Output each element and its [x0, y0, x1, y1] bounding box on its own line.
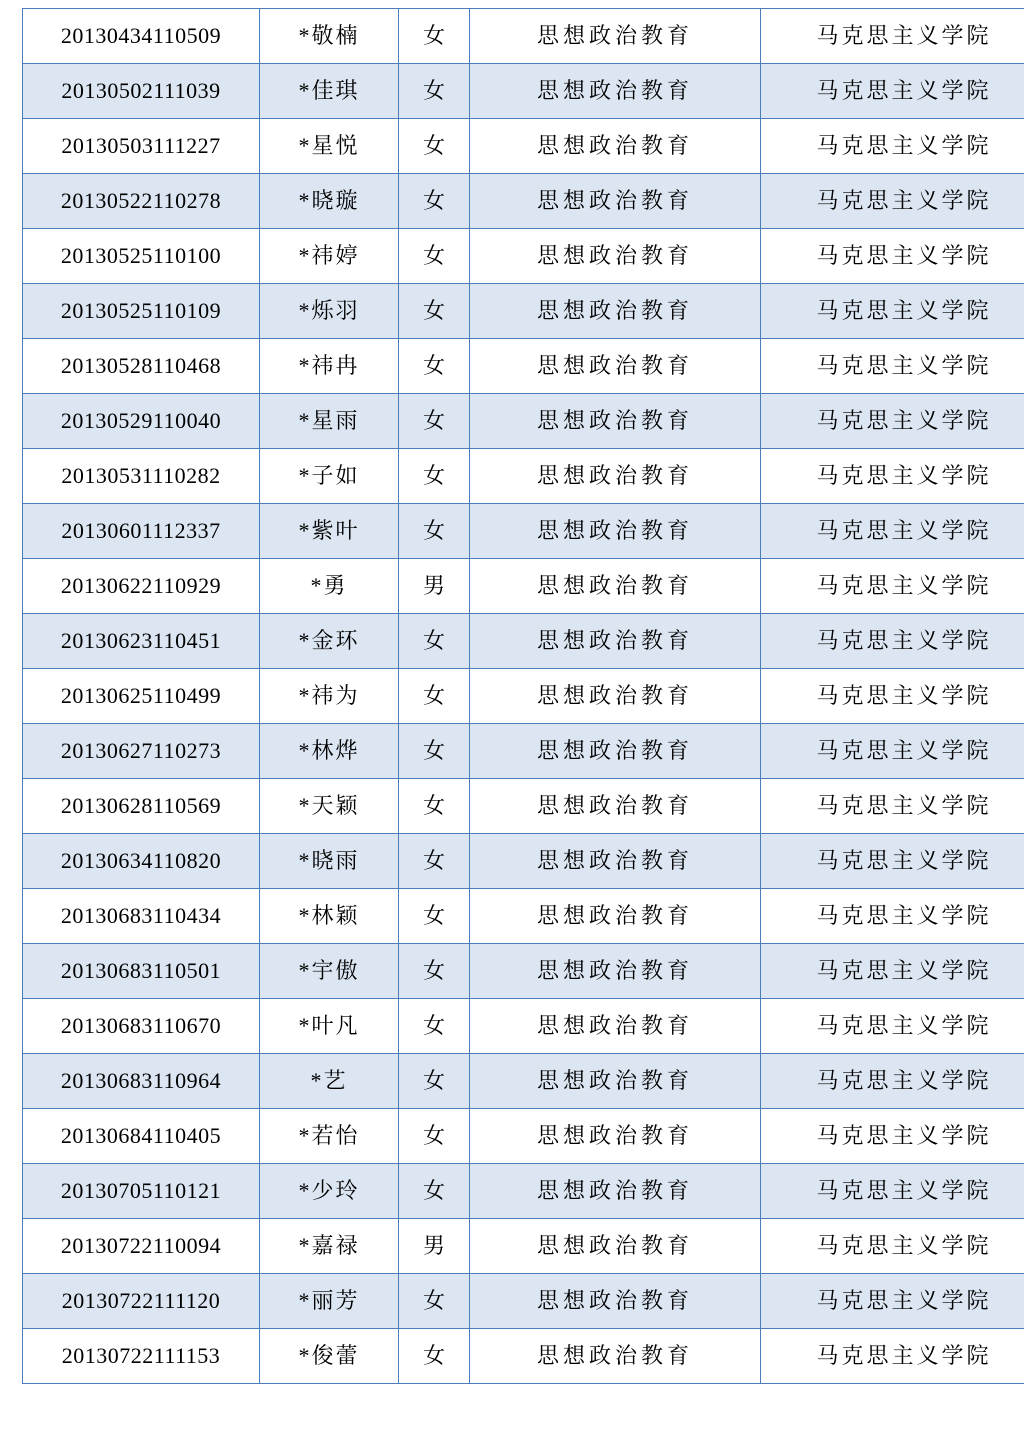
cell-gender: 女	[399, 1164, 470, 1219]
cell-major: 思想政治教育	[470, 1054, 761, 1109]
cell-major: 思想政治教育	[470, 1109, 761, 1164]
cell-gender: 女	[399, 449, 470, 504]
table-row	[23, 174, 1024, 229]
cell-major: 思想政治教育	[470, 834, 761, 889]
table-row	[23, 504, 1024, 559]
cell-college: 马克思主义学院	[761, 229, 1024, 284]
cell-name: *子如	[260, 449, 399, 504]
table-row	[23, 669, 1024, 724]
cell-major: 思想政治教育	[470, 724, 761, 779]
cell-gender: 女	[399, 174, 470, 229]
cell-name: *敬楠	[260, 9, 399, 64]
cell-name: *祎为	[260, 669, 399, 724]
cell-college: 马克思主义学院	[761, 944, 1024, 999]
cell-gender: 女	[399, 889, 470, 944]
cell-gender: 女	[399, 119, 470, 174]
cell-college: 马克思主义学院	[761, 394, 1024, 449]
table-row	[23, 449, 1024, 504]
cell-student-id: 20130628110569	[23, 779, 260, 834]
cell-gender: 女	[399, 834, 470, 889]
cell-gender: 女	[399, 669, 470, 724]
cell-major: 思想政治教育	[470, 339, 761, 394]
cell-college: 马克思主义学院	[761, 9, 1024, 64]
cell-name: *宇傲	[260, 944, 399, 999]
cell-major: 思想政治教育	[470, 504, 761, 559]
cell-student-id: 20130525110100	[23, 229, 260, 284]
cell-college: 马克思主义学院	[761, 1219, 1024, 1274]
cell-major: 思想政治教育	[470, 669, 761, 724]
cell-college: 马克思主义学院	[761, 1274, 1024, 1329]
cell-major: 思想政治教育	[470, 64, 761, 119]
cell-student-id: 20130502111039	[23, 64, 260, 119]
cell-name: *嘉禄	[260, 1219, 399, 1274]
cell-gender: 女	[399, 779, 470, 834]
cell-name: *紫叶	[260, 504, 399, 559]
cell-name: *金环	[260, 614, 399, 669]
table-row	[23, 1109, 1024, 1164]
cell-major: 思想政治教育	[470, 9, 761, 64]
cell-college: 马克思主义学院	[761, 119, 1024, 174]
cell-major: 思想政治教育	[470, 944, 761, 999]
cell-gender: 女	[399, 1054, 470, 1109]
cell-name: *星雨	[260, 394, 399, 449]
cell-gender: 男	[399, 1219, 470, 1274]
cell-college: 马克思主义学院	[761, 889, 1024, 944]
table-body	[23, 9, 1024, 1384]
cell-gender: 女	[399, 229, 470, 284]
table-row	[23, 559, 1024, 614]
cell-name: *晓璇	[260, 174, 399, 229]
cell-student-id: 20130503111227	[23, 119, 260, 174]
table-row	[23, 284, 1024, 339]
cell-gender: 女	[399, 64, 470, 119]
cell-student-id: 20130683110434	[23, 889, 260, 944]
cell-student-id: 20130683110964	[23, 1054, 260, 1109]
cell-student-id: 20130522110278	[23, 174, 260, 229]
table-row	[23, 614, 1024, 669]
table-row	[23, 1329, 1024, 1384]
cell-major: 思想政治教育	[470, 779, 761, 834]
cell-name: *佳琪	[260, 64, 399, 119]
cell-gender: 男	[399, 559, 470, 614]
cell-student-id: 20130525110109	[23, 284, 260, 339]
cell-major: 思想政治教育	[470, 889, 761, 944]
cell-student-id: 20130722111120	[23, 1274, 260, 1329]
cell-major: 思想政治教育	[470, 1219, 761, 1274]
cell-major: 思想政治教育	[470, 1329, 761, 1384]
cell-gender: 女	[399, 944, 470, 999]
cell-name: *若怡	[260, 1109, 399, 1164]
cell-major: 思想政治教育	[470, 559, 761, 614]
cell-student-id: 20130531110282	[23, 449, 260, 504]
cell-college: 马克思主义学院	[761, 1054, 1024, 1109]
table-row	[23, 339, 1024, 394]
cell-gender: 女	[399, 504, 470, 559]
cell-college: 马克思主义学院	[761, 779, 1024, 834]
cell-major: 思想政治教育	[470, 229, 761, 284]
cell-name: *晓雨	[260, 834, 399, 889]
cell-name: *祎婷	[260, 229, 399, 284]
cell-major: 思想政治教育	[470, 1164, 761, 1219]
cell-gender: 女	[399, 9, 470, 64]
cell-college: 马克思主义学院	[761, 174, 1024, 229]
cell-major: 思想政治教育	[470, 999, 761, 1054]
cell-college: 马克思主义学院	[761, 724, 1024, 779]
cell-student-id: 20130722111153	[23, 1329, 260, 1384]
cell-name: *祎冉	[260, 339, 399, 394]
cell-college: 马克思主义学院	[761, 504, 1024, 559]
cell-gender: 女	[399, 999, 470, 1054]
table-row	[23, 999, 1024, 1054]
cell-name: *少玲	[260, 1164, 399, 1219]
cell-student-id: 20130625110499	[23, 669, 260, 724]
cell-gender: 女	[399, 1109, 470, 1164]
table-row	[23, 889, 1024, 944]
cell-student-id: 20130683110670	[23, 999, 260, 1054]
cell-college: 马克思主义学院	[761, 999, 1024, 1054]
cell-student-id: 20130705110121	[23, 1164, 260, 1219]
cell-major: 思想政治教育	[470, 284, 761, 339]
cell-college: 马克思主义学院	[761, 669, 1024, 724]
table-row	[23, 1219, 1024, 1274]
cell-gender: 女	[399, 724, 470, 779]
cell-name: *烁羽	[260, 284, 399, 339]
cell-gender: 女	[399, 1329, 470, 1384]
cell-gender: 女	[399, 339, 470, 394]
cell-name: *勇	[260, 559, 399, 614]
cell-college: 马克思主义学院	[761, 339, 1024, 394]
cell-student-id: 20130434110509	[23, 9, 260, 64]
cell-college: 马克思主义学院	[761, 834, 1024, 889]
cell-college: 马克思主义学院	[761, 64, 1024, 119]
cell-name: *星悦	[260, 119, 399, 174]
table-row	[23, 834, 1024, 889]
cell-student-id: 20130623110451	[23, 614, 260, 669]
cell-student-id: 20130529110040	[23, 394, 260, 449]
table-row	[23, 394, 1024, 449]
table-row	[23, 1274, 1024, 1329]
cell-major: 思想政治教育	[470, 614, 761, 669]
cell-major: 思想政治教育	[470, 449, 761, 504]
table-row	[23, 229, 1024, 284]
table-row	[23, 944, 1024, 999]
cell-gender: 女	[399, 614, 470, 669]
cell-gender: 女	[399, 1274, 470, 1329]
cell-college: 马克思主义学院	[761, 449, 1024, 504]
table-row	[23, 9, 1024, 64]
cell-college: 马克思主义学院	[761, 1164, 1024, 1219]
cell-college: 马克思主义学院	[761, 1109, 1024, 1164]
cell-name: *天颖	[260, 779, 399, 834]
cell-student-id: 20130683110501	[23, 944, 260, 999]
cell-major: 思想政治教育	[470, 394, 761, 449]
cell-college: 马克思主义学院	[761, 284, 1024, 339]
cell-name: *艺	[260, 1054, 399, 1109]
table-row	[23, 779, 1024, 834]
cell-student-id: 20130601112337	[23, 504, 260, 559]
cell-gender: 女	[399, 284, 470, 339]
cell-name: *林烨	[260, 724, 399, 779]
cell-college: 马克思主义学院	[761, 559, 1024, 614]
table-row	[23, 1054, 1024, 1109]
cell-student-id: 20130528110468	[23, 339, 260, 394]
cell-name: *林颖	[260, 889, 399, 944]
cell-gender: 女	[399, 394, 470, 449]
cell-student-id: 20130684110405	[23, 1109, 260, 1164]
cell-student-id: 20130634110820	[23, 834, 260, 889]
cell-student-id: 20130622110929	[23, 559, 260, 614]
cell-major: 思想政治教育	[470, 119, 761, 174]
student-roster-table	[22, 8, 1024, 1384]
cell-college: 马克思主义学院	[761, 1329, 1024, 1384]
cell-college: 马克思主义学院	[761, 614, 1024, 669]
cell-student-id: 20130627110273	[23, 724, 260, 779]
cell-student-id: 20130722110094	[23, 1219, 260, 1274]
table-row	[23, 119, 1024, 174]
cell-major: 思想政治教育	[470, 1274, 761, 1329]
cell-major: 思想政治教育	[470, 174, 761, 229]
cell-name: *俊蕾	[260, 1329, 399, 1384]
cell-name: *丽芳	[260, 1274, 399, 1329]
table-row	[23, 64, 1024, 119]
cell-name: *叶凡	[260, 999, 399, 1054]
table-row	[23, 724, 1024, 779]
table-row	[23, 1164, 1024, 1219]
